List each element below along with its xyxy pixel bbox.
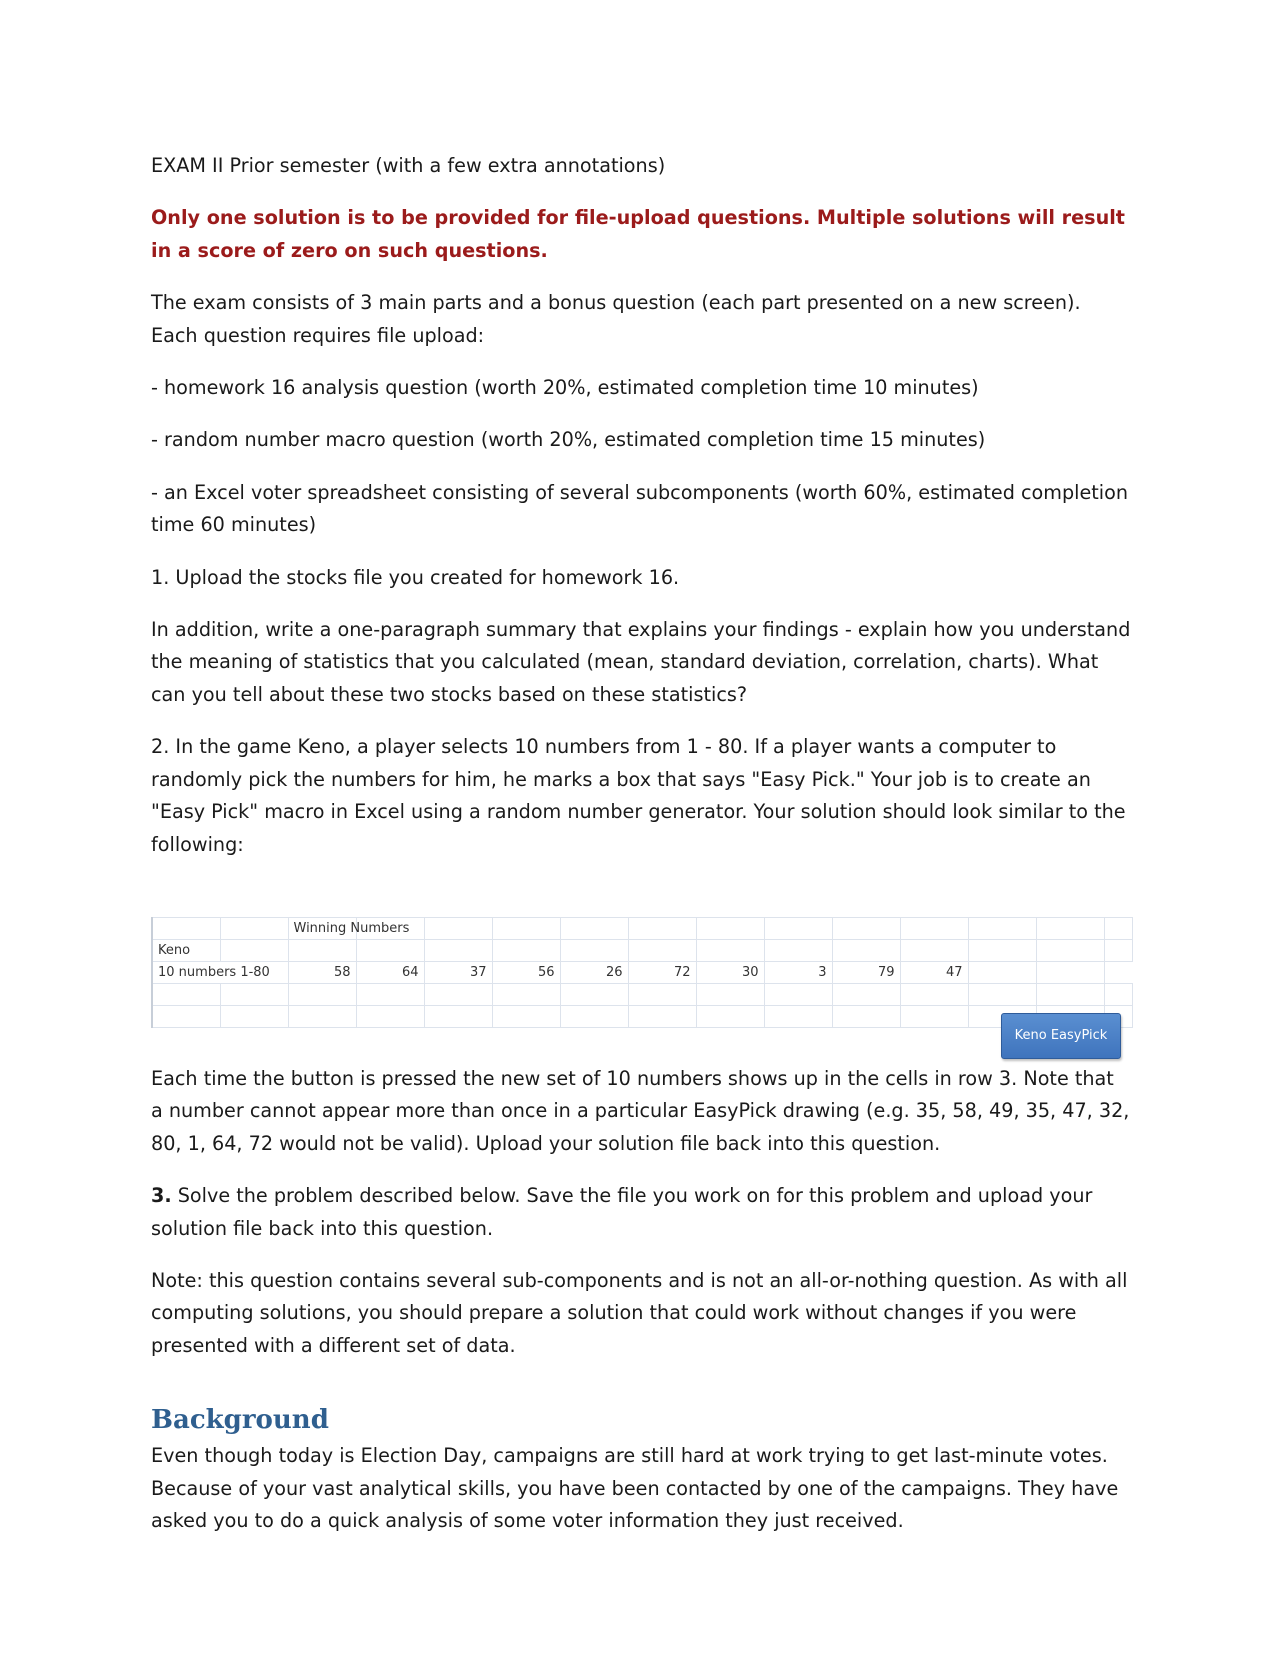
note-paragraph: Note: this question contains several sub-components and is not an all-or-nothing question. As with all computing solutions, you should prepare a solution that could work without changes if you were presented with a different set of data.	[151, 1268, 1128, 1357]
bullet-item: - random number macro question (worth 20%, estimated completion time 15 minutes)	[151, 428, 986, 452]
winning-number-cell: 79	[832, 961, 900, 983]
winning-number-cell: 26	[560, 961, 628, 983]
cell	[628, 917, 696, 939]
intro-paragraph: The exam consists of 3 main parts and a bonus question (each part presented on a new screen). Each question requires file upload:	[151, 291, 1081, 347]
winning-number-cell: 3	[764, 961, 832, 983]
cell	[424, 983, 492, 1005]
range-label: 10 numbers 1-80	[152, 961, 288, 983]
cell	[968, 961, 1036, 983]
cell	[628, 939, 696, 961]
winning-number-cell: 58	[288, 961, 356, 983]
spreadsheet-row	[152, 983, 1132, 1005]
cell	[220, 983, 288, 1005]
cell	[1036, 917, 1104, 939]
background-paragraph: Even though today is Election Day, campaigns are still hard at work trying to get last-minute votes. Because of your vast analytical skills, you have been contacted by one of the campaigns. They have asked you to do a quick analysis of some voter information they just received.	[151, 1444, 1119, 1532]
cell	[152, 917, 220, 939]
spreadsheet-row	[152, 917, 1132, 939]
cell	[696, 1005, 764, 1027]
cell	[288, 983, 356, 1005]
cell	[832, 983, 900, 1005]
cell	[492, 983, 560, 1005]
cell	[832, 1005, 900, 1027]
keno-easypick-button[interactable]: Keno EasyPick	[1001, 1013, 1121, 1059]
background-heading: Background	[151, 1405, 329, 1436]
cell	[628, 983, 696, 1005]
cell	[696, 917, 764, 939]
spreadsheet-grid	[151, 917, 1133, 1028]
cell	[560, 1005, 628, 1027]
keno-spreadsheet	[151, 917, 1131, 1053]
cell	[1036, 961, 1104, 983]
cell	[560, 939, 628, 961]
spreadsheet-row	[152, 1005, 1132, 1027]
warning-notice: Only one solution is to be provided for file-upload questions. Multiple solutions will result in a score of zero on such questions.	[151, 206, 1125, 262]
winning-number-cell: 72	[628, 961, 696, 983]
question-1-detail: In addition, write a one-paragraph summary that explains your findings - explain how you understand the meaning of statistics that you calculated (mean, standard deviation, correlation, charts). What can you tell about these two stocks based on these statistics?	[151, 618, 1131, 706]
cell	[628, 1005, 696, 1027]
winning-number-cell: 37	[424, 961, 492, 983]
spreadsheet-row	[152, 939, 1132, 961]
question-2-followup: Each time the button is pressed the new set of 10 numbers shows up in the cells in row 3. Note that a number cannot appear more than once in a particular EasyPick drawing (e.g. 35, 58, 49, 35, 47, 32, 80, 1, 64, 72 would not be valid). Upload your solution file back into this question.	[151, 1066, 1130, 1155]
cell	[968, 917, 1036, 939]
cell	[832, 917, 900, 939]
cell	[356, 1005, 424, 1027]
winning-numbers-header: Winning Numbers	[288, 917, 356, 939]
cell	[424, 939, 492, 961]
cell	[900, 917, 968, 939]
question-3-number: 3.	[151, 1184, 172, 1208]
cell	[900, 983, 968, 1005]
cell	[560, 983, 628, 1005]
winning-number-cell: 64	[356, 961, 424, 983]
cell	[764, 983, 832, 1005]
cell	[220, 1005, 288, 1027]
question-3-text: Solve the problem described below. Save the file you work on for this problem and upload your solution file back into this question.	[151, 1184, 1093, 1240]
cell	[220, 917, 288, 939]
cell	[492, 917, 560, 939]
cell	[1104, 917, 1132, 939]
cell	[492, 1005, 560, 1027]
cell	[152, 983, 220, 1005]
cell	[424, 1005, 492, 1027]
cell	[764, 939, 832, 961]
question-1: 1. Upload the stocks file you created for homework 16.	[151, 565, 680, 589]
question-3	[151, 1180, 1131, 1245]
keno-label: Keno	[152, 939, 220, 961]
cell	[356, 983, 424, 1005]
cell	[288, 939, 356, 961]
cell	[696, 939, 764, 961]
document-title: EXAM II Prior semester (with a few extra annotations)	[151, 154, 666, 177]
spreadsheet-row	[152, 961, 1132, 983]
cell	[356, 939, 424, 961]
cell	[492, 939, 560, 961]
bullet-item: - an Excel voter spreadsheet consisting of several subcomponents (worth 60%, estimated completion time 60 minutes)	[151, 480, 1129, 537]
question-2: 2. In the game Keno, a player selects 10 numbers from 1 - 80. If a player wants a computer to randomly pick the numbers for him, he marks a box that says "Easy Pick." Your job is to create an "Easy Pick" macro in Excel using a random number generator. Your solution should look similar to the following:	[151, 735, 1126, 856]
cell	[900, 1005, 968, 1027]
cell	[220, 939, 288, 961]
cell	[1104, 983, 1132, 1005]
cell	[968, 983, 1036, 1005]
cell	[968, 939, 1036, 961]
cell	[152, 1005, 220, 1027]
winning-number-cell: 56	[492, 961, 560, 983]
cell	[1036, 983, 1104, 1005]
cell	[832, 939, 900, 961]
winning-number-cell: 47	[900, 961, 968, 983]
cell	[1104, 939, 1132, 961]
cell	[424, 917, 492, 939]
cell	[764, 917, 832, 939]
cell	[288, 1005, 356, 1027]
cell	[764, 1005, 832, 1027]
cell	[560, 917, 628, 939]
document-page	[151, 150, 1131, 1537]
cell	[696, 983, 764, 1005]
cell	[1036, 939, 1104, 961]
cell	[900, 939, 968, 961]
winning-number-cell: 30	[696, 961, 764, 983]
bullet-item: - homework 16 analysis question (worth 20%, estimated completion time 10 minutes)	[151, 376, 979, 400]
